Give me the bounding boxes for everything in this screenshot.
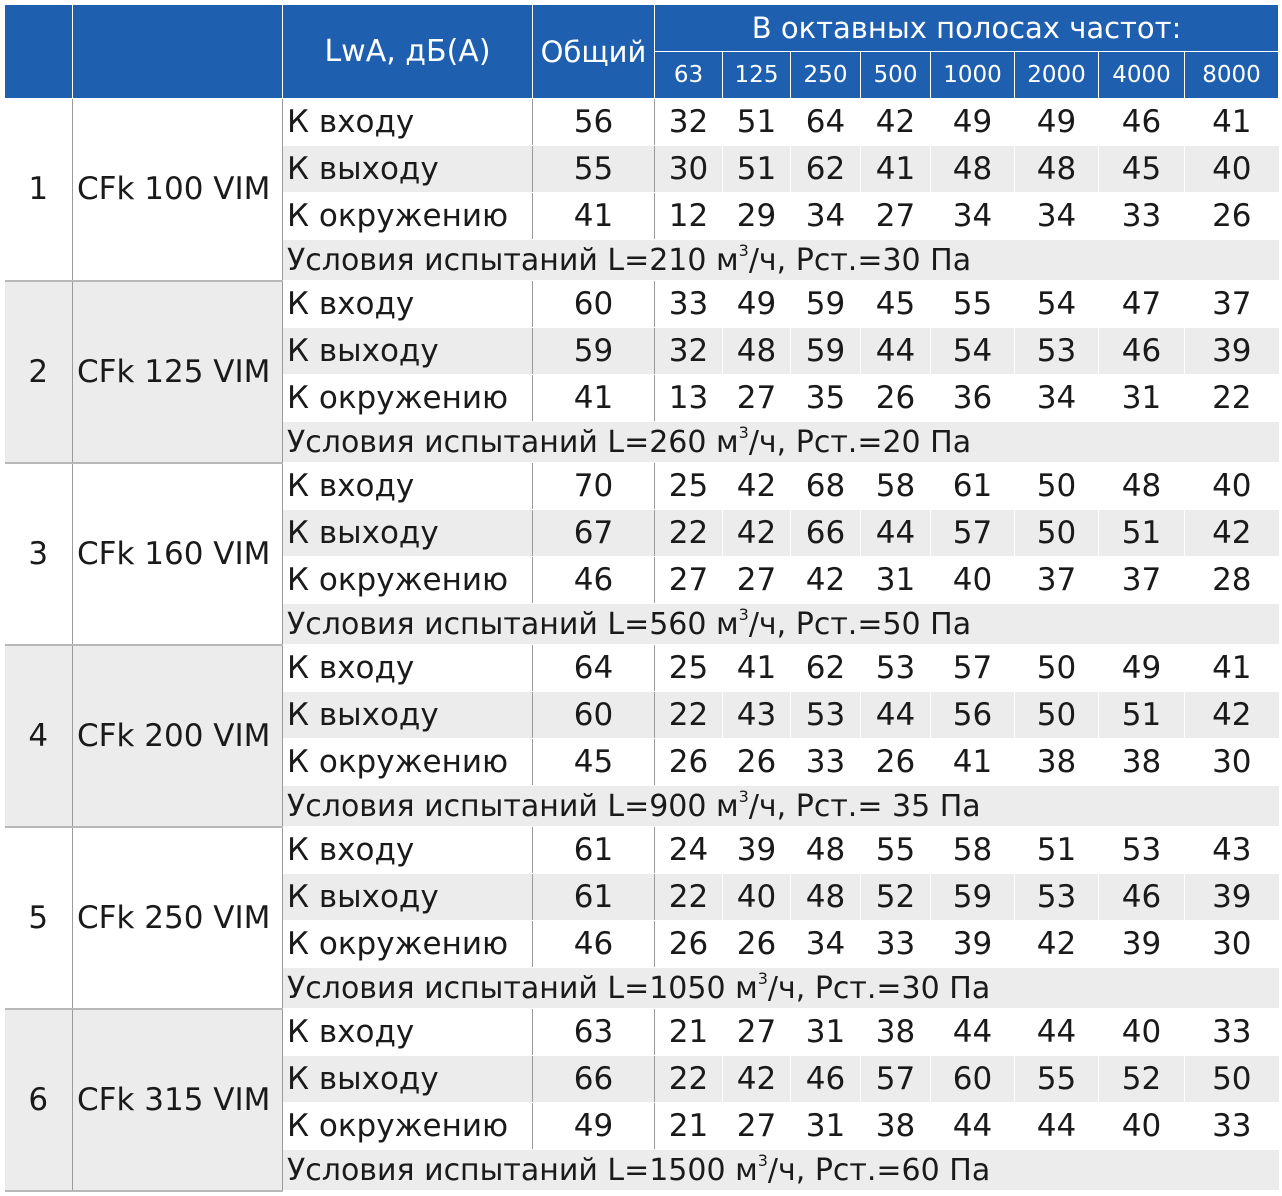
test-conditions [283,968,1279,1009]
noise-data-table [4,4,1279,1192]
direction-label: К выходу [283,510,533,557]
octave-value: 51 [1099,510,1185,557]
octave-value: 50 [1015,463,1099,510]
octave-value: 57 [931,645,1015,692]
octave-value: 54 [931,328,1015,375]
octave-value: 46 [1099,328,1185,375]
octave-value: 30 [1185,921,1279,968]
octave-value: 45 [861,281,931,328]
octave-value: 40 [723,874,791,921]
octave-value: 66 [791,510,861,557]
octave-value: 26 [1185,193,1279,240]
octave-value: 46 [1099,874,1185,921]
octave-value: 31 [1099,375,1185,422]
total-value: 41 [533,193,655,240]
row-number: 5 [5,827,73,1009]
octave-value: 34 [931,193,1015,240]
model-group [5,99,1279,281]
octave-value: 41 [1185,645,1279,692]
total-value: 41 [533,375,655,422]
table-row [5,463,1279,510]
octave-value: 39 [723,827,791,874]
octave-value: 47 [1099,281,1185,328]
octave-value: 12 [655,193,723,240]
octave-value: 22 [655,1056,723,1103]
octave-value: 41 [861,146,931,193]
table-row [5,281,1279,328]
octave-value: 21 [655,1103,723,1150]
test-conditions-text: Условия испытаний L=1500 м [287,1152,758,1188]
total-value: 64 [533,645,655,692]
unit-exponent: 3 [738,422,749,442]
octave-value: 33 [1099,193,1185,240]
octave-value: 38 [1015,739,1099,786]
octave-value: 45 [1099,146,1185,193]
total-value: 49 [533,1103,655,1150]
direction-label: К входу [283,99,533,146]
octave-value: 42 [1185,510,1279,557]
octave-value: 49 [1015,99,1099,146]
table-row [5,827,1279,874]
row-number: 3 [5,463,73,645]
test-conditions-text: Условия испытаний L=900 м [287,788,739,824]
octave-value: 32 [655,99,723,146]
total-value: 61 [533,874,655,921]
model-name: CFk 315 VIM [73,1009,283,1191]
octave-value: 49 [1099,645,1185,692]
octave-value: 25 [655,463,723,510]
octave-value: 44 [861,510,931,557]
octave-value: 38 [1099,739,1185,786]
octave-value: 37 [1015,557,1099,604]
test-conditions [283,604,1279,645]
direction-label: К окружению [283,739,533,786]
octave-value: 56 [931,692,1015,739]
test-conditions-text: Условия испытаний L=260 м [287,424,739,460]
direction-label: К окружению [283,193,533,240]
octave-value: 51 [723,99,791,146]
unit-exponent: 3 [738,604,749,624]
octave-value: 39 [1185,328,1279,375]
octave-value: 26 [655,921,723,968]
header-octave-title: В октавных полосах частот: [655,5,1279,52]
direction-label: К окружению [283,557,533,604]
octave-value: 50 [1015,692,1099,739]
header-num-cell [5,5,73,99]
octave-value: 48 [791,827,861,874]
octave-value: 31 [861,557,931,604]
test-conditions-text-end: /ч, Рст.=20 Па [748,424,972,460]
table-row [5,99,1279,146]
octave-value: 27 [723,375,791,422]
octave-value: 42 [1015,921,1099,968]
direction-label: К выходу [283,692,533,739]
octave-value: 52 [861,874,931,921]
test-conditions-text-end: /ч, Рст.=50 Па [748,606,972,642]
header-freq: 125 [723,52,791,99]
octave-value: 32 [655,328,723,375]
octave-value: 22 [655,874,723,921]
octave-value: 62 [791,146,861,193]
octave-value: 29 [723,193,791,240]
header-model-cell [73,5,283,99]
octave-value: 26 [655,739,723,786]
direction-label: К выходу [283,328,533,375]
octave-value: 22 [655,510,723,557]
model-name: CFk 100 VIM [73,99,283,281]
octave-value: 27 [723,557,791,604]
total-value: 55 [533,146,655,193]
row-number: 1 [5,99,73,281]
octave-value: 38 [861,1103,931,1150]
octave-value: 51 [723,146,791,193]
table-row [5,1009,1279,1056]
octave-value: 42 [791,557,861,604]
octave-value: 34 [791,193,861,240]
octave-value: 64 [791,99,861,146]
octave-value: 21 [655,1009,723,1056]
octave-value: 27 [723,1103,791,1150]
total-value: 61 [533,827,655,874]
octave-value: 37 [1185,281,1279,328]
octave-value: 40 [1099,1009,1185,1056]
direction-label: К выходу [283,146,533,193]
test-conditions [283,422,1279,463]
octave-value: 27 [655,557,723,604]
header-freq: 8000 [1185,52,1279,99]
direction-label: К окружению [283,375,533,422]
octave-value: 26 [723,739,791,786]
direction-label: К выходу [283,1056,533,1103]
direction-label: К входу [283,645,533,692]
octave-value: 42 [723,510,791,557]
test-conditions [283,786,1279,827]
octave-value: 26 [861,375,931,422]
total-value: 66 [533,1056,655,1103]
octave-value: 41 [723,645,791,692]
octave-value: 51 [1099,692,1185,739]
octave-value: 40 [1185,463,1279,510]
octave-value: 28 [1185,557,1279,604]
octave-value: 62 [791,645,861,692]
direction-label: К входу [283,463,533,510]
octave-value: 33 [655,281,723,328]
octave-value: 53 [1015,874,1099,921]
total-value: 60 [533,281,655,328]
octave-value: 40 [931,557,1015,604]
test-conditions-text-end: /ч, Рст.= 35 Па [748,788,981,824]
header-total: Общий [533,5,655,99]
test-conditions [283,240,1279,281]
octave-value: 52 [1099,1056,1185,1103]
octave-value: 48 [791,874,861,921]
octave-value: 43 [723,692,791,739]
octave-value: 41 [1185,99,1279,146]
direction-label: К входу [283,1009,533,1056]
octave-value: 53 [791,692,861,739]
octave-value: 50 [1015,645,1099,692]
test-conditions-text: Условия испытаний L=560 м [287,606,739,642]
octave-value: 42 [723,463,791,510]
direction-label: К входу [283,281,533,328]
direction-label: К окружению [283,1103,533,1150]
row-number: 2 [5,281,73,463]
test-conditions-text-end: /ч, Рст.=30 Па [748,242,972,278]
octave-value: 55 [861,827,931,874]
model-name: CFk 160 VIM [73,463,283,645]
total-value: 63 [533,1009,655,1056]
header-freq: 1000 [931,52,1015,99]
octave-value: 34 [1015,193,1099,240]
octave-value: 57 [861,1056,931,1103]
octave-value: 31 [791,1009,861,1056]
octave-value: 30 [655,146,723,193]
total-value: 67 [533,510,655,557]
model-name: CFk 125 VIM [73,281,283,463]
test-conditions [283,1150,1279,1191]
octave-value: 54 [1015,281,1099,328]
octave-value: 51 [1015,827,1099,874]
total-value: 60 [533,692,655,739]
octave-value: 44 [931,1103,1015,1150]
octave-value: 37 [1099,557,1185,604]
octave-value: 27 [723,1009,791,1056]
test-conditions-text-end: /ч, Рст.=30 Па [767,970,991,1006]
table-row [5,645,1279,692]
model-group [5,1009,1279,1191]
unit-exponent: 3 [738,786,749,806]
octave-value: 24 [655,827,723,874]
octave-value: 34 [791,921,861,968]
direction-label: К входу [283,827,533,874]
octave-value: 48 [723,328,791,375]
octave-value: 44 [861,692,931,739]
octave-value: 59 [931,874,1015,921]
octave-value: 42 [723,1056,791,1103]
unit-exponent: 3 [738,240,749,260]
octave-value: 58 [931,827,1015,874]
octave-value: 13 [655,375,723,422]
octave-value: 39 [1185,874,1279,921]
octave-value: 33 [1185,1103,1279,1150]
octave-value: 53 [1099,827,1185,874]
octave-value: 26 [861,739,931,786]
octave-value: 55 [1015,1056,1099,1103]
octave-value: 50 [1185,1056,1279,1103]
model-group [5,827,1279,1009]
octave-value: 42 [1185,692,1279,739]
octave-value: 22 [1185,375,1279,422]
octave-value: 61 [931,463,1015,510]
octave-value: 48 [931,146,1015,193]
octave-value: 30 [1185,739,1279,786]
octave-value: 43 [1185,827,1279,874]
header-lwa: LwA, дБ(А) [283,5,533,99]
model-group [5,463,1279,645]
octave-value: 26 [723,921,791,968]
header-freq: 2000 [1015,52,1099,99]
octave-value: 46 [791,1056,861,1103]
octave-value: 48 [1099,463,1185,510]
total-value: 56 [533,99,655,146]
unit-exponent: 3 [757,1150,768,1170]
octave-value: 34 [1015,375,1099,422]
octave-value: 59 [791,328,861,375]
octave-value: 40 [1185,146,1279,193]
octave-value: 49 [723,281,791,328]
row-number: 4 [5,645,73,827]
octave-value: 40 [1099,1103,1185,1150]
direction-label: К выходу [283,874,533,921]
octave-value: 35 [791,375,861,422]
octave-value: 39 [1099,921,1185,968]
header-freq: 4000 [1099,52,1185,99]
model-group [5,645,1279,827]
octave-value: 27 [861,193,931,240]
table-header [5,5,1279,99]
octave-value: 22 [655,692,723,739]
row-number: 6 [5,1009,73,1191]
test-conditions-text: Условия испытаний L=210 м [287,242,739,278]
octave-value: 60 [931,1056,1015,1103]
octave-value: 38 [861,1009,931,1056]
octave-value: 58 [861,463,931,510]
octave-value: 59 [791,281,861,328]
octave-value: 25 [655,645,723,692]
octave-value: 53 [1015,328,1099,375]
octave-value: 31 [791,1103,861,1150]
octave-value: 53 [861,645,931,692]
octave-value: 36 [931,375,1015,422]
octave-value: 44 [861,328,931,375]
test-conditions-text: Условия испытаний L=1050 м [287,970,758,1006]
octave-value: 68 [791,463,861,510]
total-value: 59 [533,328,655,375]
direction-label: К окружению [283,921,533,968]
model-name: CFk 250 VIM [73,827,283,1009]
total-value: 46 [533,557,655,604]
model-name: CFk 200 VIM [73,645,283,827]
octave-value: 49 [931,99,1015,146]
octave-value: 57 [931,510,1015,557]
total-value: 70 [533,463,655,510]
header-freq: 500 [861,52,931,99]
octave-value: 33 [791,739,861,786]
unit-exponent: 3 [757,968,768,988]
octave-value: 50 [1015,510,1099,557]
total-value: 46 [533,921,655,968]
octave-value: 42 [861,99,931,146]
octave-value: 46 [1099,99,1185,146]
octave-value: 48 [1015,146,1099,193]
header-freq: 63 [655,52,723,99]
octave-value: 39 [931,921,1015,968]
octave-value: 33 [861,921,931,968]
header-freq: 250 [791,52,861,99]
model-group [5,281,1279,463]
octave-value: 33 [1185,1009,1279,1056]
octave-value: 44 [1015,1103,1099,1150]
octave-value: 44 [1015,1009,1099,1056]
octave-value: 41 [931,739,1015,786]
octave-value: 44 [931,1009,1015,1056]
octave-value: 55 [931,281,1015,328]
total-value: 45 [533,739,655,786]
test-conditions-text-end: /ч, Рст.=60 Па [767,1152,991,1188]
